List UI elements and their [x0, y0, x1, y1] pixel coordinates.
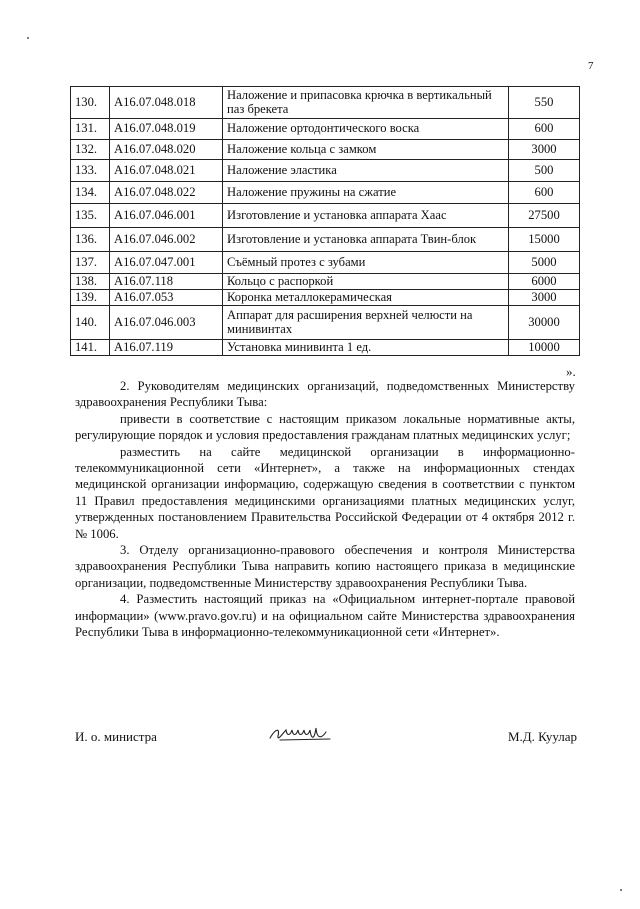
service-price: 600: [509, 119, 580, 140]
table-row: [71, 119, 580, 140]
row-number: 132.: [71, 140, 110, 160]
table-row: [71, 87, 580, 119]
service-name: Коронка металлокерамическая: [223, 290, 509, 306]
service-price: 10000: [509, 340, 580, 356]
service-price: 27500: [509, 204, 580, 228]
signatory-name: М.Д. Куулар: [508, 729, 578, 744]
service-price: 15000: [509, 228, 580, 252]
table-row: [71, 290, 580, 306]
row-number: 137.: [71, 252, 110, 274]
handwritten-signature: [268, 720, 338, 746]
service-price: 3000: [509, 140, 580, 160]
service-price: 30000: [509, 306, 580, 340]
service-code: A16.07.048.020: [110, 140, 223, 160]
service-name: Установка минивинта 1 ед.: [223, 340, 509, 356]
service-code: A16.07.046.002: [110, 228, 223, 252]
service-name: Наложение эластика: [223, 160, 509, 182]
paragraph-item-2: 2. Руководителям медицинских организаций, подведомственных Министерству здравоохранения Республики Тыва:: [75, 379, 575, 410]
service-name: Наложение ортодонтического воска: [223, 119, 509, 140]
service-price: 6000: [509, 274, 580, 290]
row-number: 138.: [71, 274, 110, 290]
service-price: 550: [509, 87, 580, 119]
service-code: A16.07.119: [110, 340, 223, 356]
service-name: Изготовление и установка аппарата Твин-блок: [223, 228, 509, 252]
scan-speck: [620, 889, 622, 891]
table-row: [71, 306, 580, 340]
service-name: Кольцо с распоркой: [223, 274, 509, 290]
service-name: Наложение пружины на сжатие: [223, 182, 509, 204]
row-number: 139.: [71, 290, 110, 306]
table-row: [71, 274, 580, 290]
row-number: 141.: [71, 340, 110, 356]
row-number: 134.: [71, 182, 110, 204]
row-number: 130.: [71, 87, 110, 119]
service-code: A16.07.048.021: [110, 160, 223, 182]
service-name: Аппарат для расширения верхней челюсти на минивинтах: [223, 306, 509, 340]
service-name: Изготовление и установка аппарата Хаас: [223, 204, 509, 228]
paragraph-subitem-bring: привести в соответствие с настоящим приказом локальные нормативные акты, регулирующие порядок и условия предоставления гражданам платных медицинских услуг;: [75, 411, 575, 443]
service-price: 600: [509, 182, 580, 204]
service-code: A16.07.046.001: [110, 204, 223, 228]
service-code: A16.07.048.019: [110, 119, 223, 140]
paragraph-item-4: 4. Разместить настоящий приказ на «Официальном интернет-портале правовой информации» (www.pravo.gov.ru) и на официальном сайте Министерства здравоохранения Республики Тыва в информационно-телекоммуникационной сети «Интернет».: [75, 592, 575, 640]
signatory-title: И. о. министра: [75, 729, 157, 744]
table-row: [71, 204, 580, 228]
paragraph-item-3: 3. Отделу организационно-правового обеспечения и контроля Министерства здравоохранения Республики Тыва направить копию настоящего приказа в медицинские организации, подведомственные Министерству здравоохранения Республики Тыва.: [75, 543, 575, 590]
service-code: A16.07.048.022: [110, 182, 223, 204]
table-row: [71, 228, 580, 252]
row-number: 140.: [71, 306, 110, 340]
row-number: 133.: [71, 160, 110, 182]
page-number: 7: [588, 60, 594, 72]
row-number: 131.: [71, 119, 110, 140]
service-code: A16.07.046.003: [110, 306, 223, 340]
table-row: [71, 340, 580, 356]
table-row: [71, 140, 580, 160]
row-number: 135.: [71, 204, 110, 228]
service-name: Наложение и припасовка крючка в вертикальный паз брекета: [223, 87, 509, 119]
service-code: A16.07.053: [110, 290, 223, 306]
row-number: 136.: [71, 228, 110, 252]
service-price: 3000: [509, 290, 580, 306]
closing-quote: ».: [566, 364, 576, 379]
service-name: Наложение кольца с замком: [223, 140, 509, 160]
service-code: A16.07.047.001: [110, 252, 223, 274]
scan-speck: [27, 37, 29, 39]
price-table: [70, 86, 580, 356]
service-price: 5000: [509, 252, 580, 274]
table-row: [71, 160, 580, 182]
table-row: [71, 252, 580, 274]
service-code: A16.07.118: [110, 274, 223, 290]
table-row: [71, 182, 580, 204]
paragraph-subitem-publish: разместить на сайте медицинской организации в информационно-телекоммуникационной сети «Интернет», а также на информационных стендах медицинской организации информацию, содержащую сведения в соответствии с пунктом 11 Правил предоставления медицинскими организациями платных медицинских услуг, утвержденных постановлением Правительства Российской Федерации от 4 октября 2012 г. № 1006.: [75, 444, 575, 541]
service-code: A16.07.048.018: [110, 87, 223, 119]
order-text: [75, 378, 575, 641]
service-name: Съёмный протез с зубами: [223, 252, 509, 274]
service-price: 500: [509, 160, 580, 182]
